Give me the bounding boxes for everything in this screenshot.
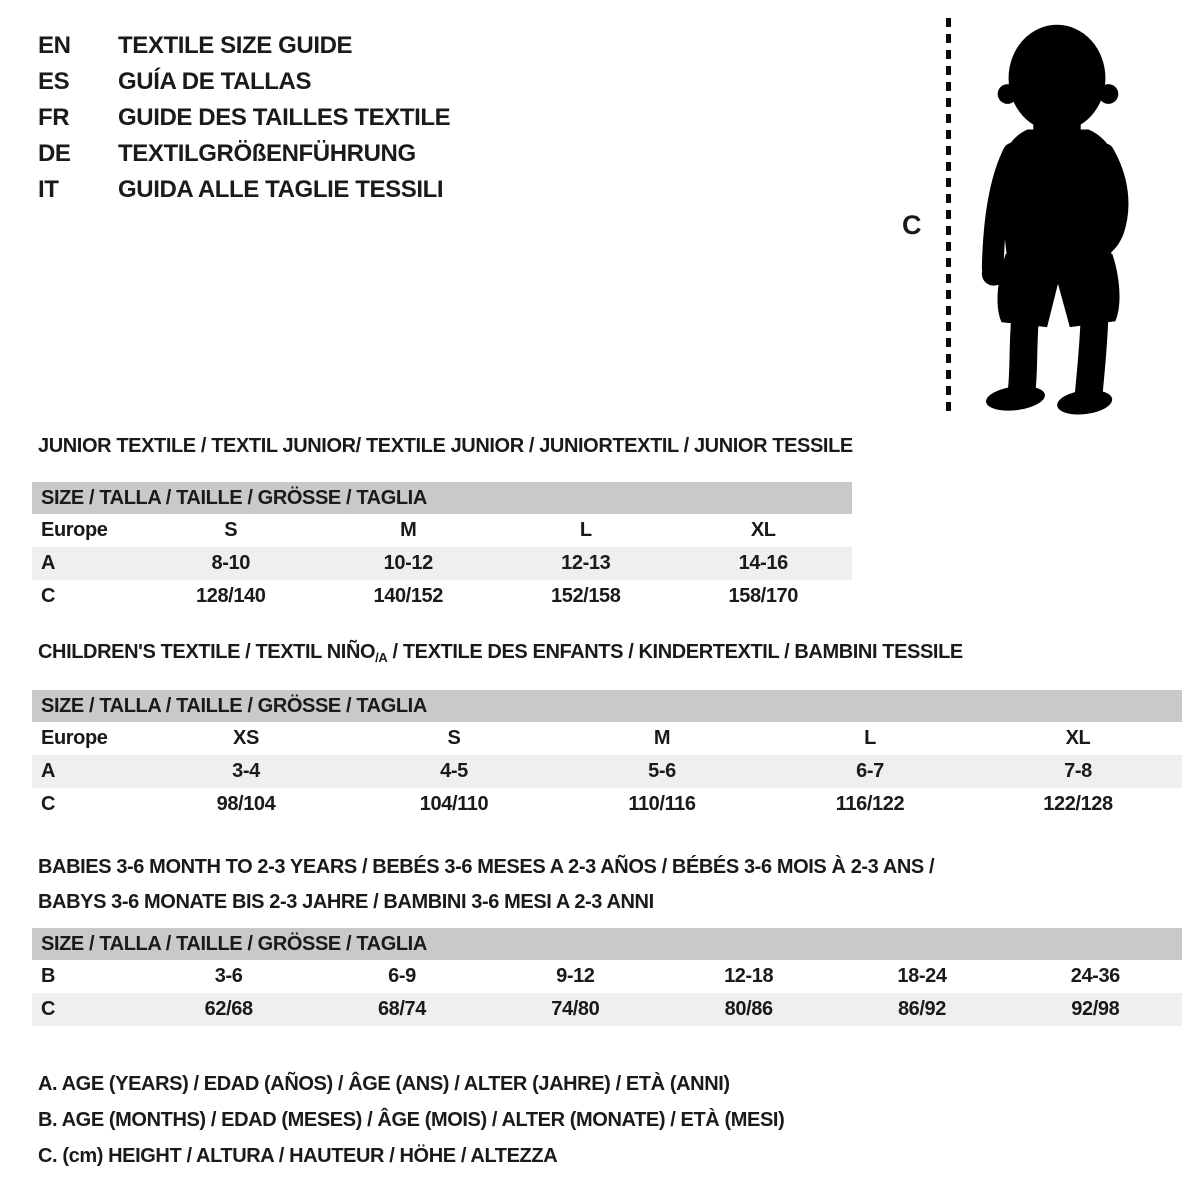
age-cell: 3-6 xyxy=(214,965,243,987)
age-cell: 18-24 xyxy=(897,965,947,987)
age-cell: 9-12 xyxy=(556,965,595,987)
size-cell: S xyxy=(224,519,238,541)
age-cell: 8-10 xyxy=(211,552,250,574)
row-label: C xyxy=(41,998,56,1020)
toddler-silhouette-icon xyxy=(972,14,1140,419)
height-cell: 158/170 xyxy=(728,585,798,607)
size-cell: L xyxy=(864,727,876,749)
size-cell: S xyxy=(447,727,461,749)
size-cell: M xyxy=(400,519,417,541)
junior-section-title: JUNIOR TEXTILE / TEXTIL JUNIOR/ TEXTILE JUNIOR / JUNIORTEXTIL / JUNIOR TESSILE xyxy=(38,435,853,457)
size-cell: L xyxy=(579,519,592,541)
babies-title-line2: BABYS 3-6 MONATE BIS 2-3 JAHRE / BAMBINI 3-6 MESI A 2-3 ANNI xyxy=(38,891,654,913)
size-cell: XL xyxy=(1065,727,1091,749)
height-cell: 104/110 xyxy=(419,793,489,815)
table-row xyxy=(32,547,852,580)
age-cell: 6-9 xyxy=(388,965,416,987)
height-cell: 80/86 xyxy=(724,998,773,1020)
lang-code: DE xyxy=(38,140,71,167)
height-cell: 140/152 xyxy=(373,585,443,607)
lang-code: ES xyxy=(38,68,70,95)
height-cell: 122/128 xyxy=(1043,793,1113,815)
row-label: B xyxy=(41,965,56,987)
height-cell: 116/122 xyxy=(835,793,905,815)
children-section-title xyxy=(38,640,963,670)
lang-code: EN xyxy=(38,32,71,59)
junior-size-table xyxy=(32,482,852,613)
babies-section-title xyxy=(38,850,934,920)
age-cell: 14-16 xyxy=(738,552,788,574)
table-row xyxy=(32,755,1182,788)
age-cell: 6-7 xyxy=(856,760,884,782)
row-label: A xyxy=(41,552,56,574)
lang-row-es xyxy=(38,64,450,100)
height-cell: 98/104 xyxy=(216,793,276,815)
table-row xyxy=(32,960,1182,993)
children-title-pre: CHILDREN'S TEXTILE / TEXTIL NIÑO xyxy=(38,641,376,663)
legend-notes xyxy=(38,1066,784,1174)
children-title-sub: /A xyxy=(375,650,388,665)
size-cell: XL xyxy=(750,519,776,541)
row-label: A xyxy=(41,760,56,782)
age-cell: 3-4 xyxy=(232,760,260,782)
row-label: Europe xyxy=(41,519,108,541)
row-label: Europe xyxy=(41,727,108,749)
age-cell: 12-18 xyxy=(724,965,774,987)
height-cell: 110/116 xyxy=(628,793,696,815)
height-cell: 92/98 xyxy=(1071,998,1120,1020)
children-title-post: / TEXTILE DES ENFANTS / KINDERTEXTIL / BAMBINI TESSILE xyxy=(387,641,963,663)
height-cell: 62/68 xyxy=(204,998,253,1020)
note-a: A. AGE (YEARS) / EDAD (AÑOS) / ÂGE (ANS) / ALTER (JAHRE) / ETÀ (ANNI) xyxy=(38,1073,730,1095)
lang-title: GUIDA ALLE TAGLIE TESSILI xyxy=(118,176,444,203)
size-cell: M xyxy=(653,727,671,749)
lang-title: TEXTILE SIZE GUIDE xyxy=(118,32,353,59)
row-label: C xyxy=(41,585,56,607)
height-dashed-line xyxy=(946,18,951,416)
lang-title: GUÍA DE TALLAS xyxy=(118,68,312,95)
table-row xyxy=(32,580,852,613)
children-size-table xyxy=(32,690,1182,821)
row-label: C xyxy=(41,793,56,815)
junior-size-header-bar: SIZE / TALLA / TAILLE / GRÖSSE / TAGLIA xyxy=(32,482,852,514)
lang-title: TEXTILGRÖßENFÜHRUNG xyxy=(118,140,416,167)
note-c: C. (cm) HEIGHT / ALTURA / HAUTEUR / HÖHE / ALTEZZA xyxy=(38,1145,558,1167)
lang-title: GUIDE DES TAILLES TEXTILE xyxy=(118,104,451,131)
table-row xyxy=(32,514,852,547)
lang-row-fr xyxy=(38,100,450,136)
age-cell: 24-36 xyxy=(1070,965,1120,987)
lang-code: FR xyxy=(38,104,70,131)
lang-row-de xyxy=(38,136,450,172)
babies-title-line1: BABIES 3-6 MONTH TO 2-3 YEARS / BEBÉS 3-6 MESES A 2-3 AÑOS / BÉBÉS 3-6 MOIS À 2-3 ANS / xyxy=(38,856,935,878)
babies-size-header-bar: SIZE / TALLA / TAILLE / GRÖSSE / TAGLIA xyxy=(32,928,1182,960)
table-row xyxy=(32,993,1182,1026)
height-cell: 128/140 xyxy=(196,585,266,607)
babies-size-table xyxy=(32,928,1182,1026)
children-size-header-bar: SIZE / TALLA / TAILLE / GRÖSSE / TAGLIA xyxy=(32,690,1182,722)
height-cell: 74/80 xyxy=(551,998,600,1020)
height-cell: 86/92 xyxy=(897,998,947,1020)
size-cell: XS xyxy=(233,727,259,749)
lang-row-it xyxy=(38,172,450,208)
age-cell: 12-13 xyxy=(561,552,611,574)
age-cell: 10-12 xyxy=(383,552,433,574)
lang-row-en xyxy=(38,28,450,64)
note-b: B. AGE (MONTHS) / EDAD (MESES) / ÂGE (MOIS) / ALTER (MONATE) / ETÀ (MESI) xyxy=(38,1109,785,1131)
height-measure-label: C xyxy=(902,210,922,240)
language-title-block xyxy=(38,28,450,208)
age-cell: 7-8 xyxy=(1064,760,1092,782)
height-cell: 68/74 xyxy=(377,998,427,1020)
lang-code: IT xyxy=(38,176,59,203)
age-cell: 5-6 xyxy=(648,760,676,782)
table-row xyxy=(32,788,1182,821)
age-cell: 4-5 xyxy=(440,760,468,782)
height-cell: 152/158 xyxy=(551,585,621,607)
table-row xyxy=(32,722,1182,755)
